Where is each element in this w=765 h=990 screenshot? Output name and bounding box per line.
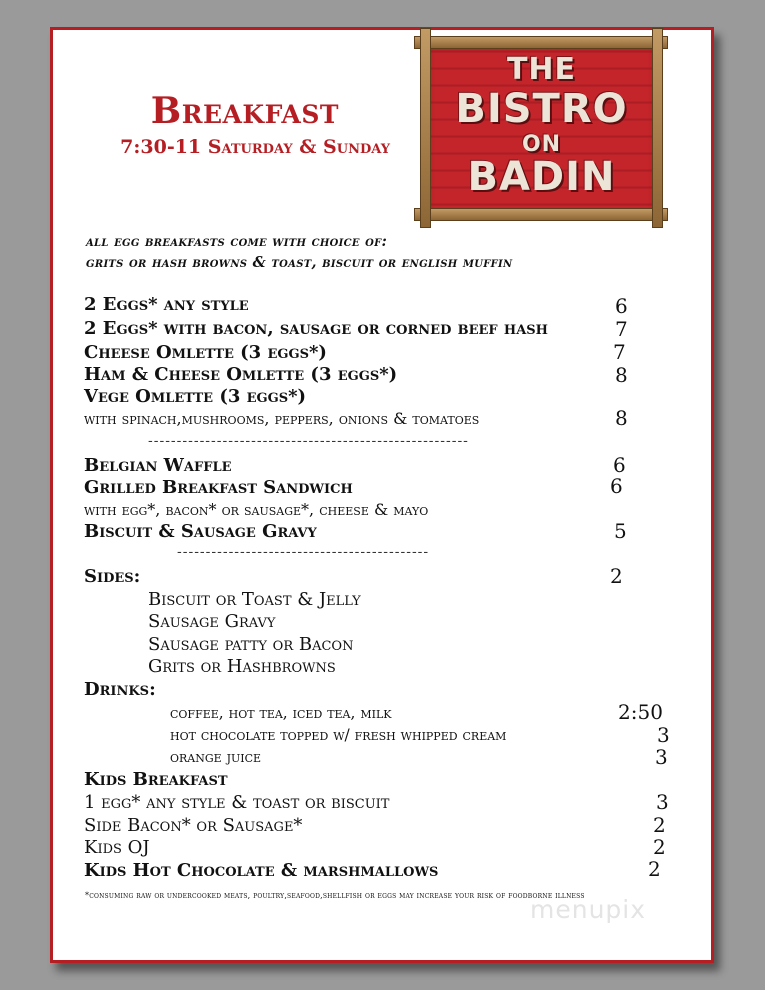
price-2-eggs-any-style: 6 (615, 294, 628, 318)
kids-egg-toast: 1 egg* any style & toast or biscuit (84, 792, 390, 813)
item-2-eggs-with-meat: 2 Eggs* with bacon, sausage or corned beef hash (84, 318, 548, 339)
side-grits-hashbrowns: Grits or Hashbrowns (148, 656, 336, 677)
sign-bottom-plank (414, 208, 668, 221)
price-kids-egg-toast: 3 (656, 790, 669, 814)
side-biscuit-toast: Biscuit or Toast & Jelly (148, 589, 361, 610)
item-belgian-waffle: Belgian Waffle (84, 455, 232, 476)
item-sandwich-desc: with egg*, bacon* or sausage*, cheese & mayo (84, 500, 429, 519)
price-cheese-omlette: 7 (613, 340, 626, 364)
price-vege-omlette: 8 (615, 406, 628, 430)
price-kids-oj: 2 (653, 835, 666, 859)
bistro-logo-sign (414, 28, 666, 228)
divider-2: -------------------------------------------- (177, 544, 430, 560)
menu-title: Breakfast (150, 90, 339, 132)
food-safety-footnote: *consuming raw or undercooked meats, poultry,seafood,shellfish or eggs may increase your risk of foodborne illness (85, 891, 585, 900)
drink-orange-juice: orange juice (170, 748, 262, 766)
kids-side-bacon-sausage: Side Bacon* or Sausage* (84, 815, 303, 836)
price-belgian-waffle: 6 (613, 453, 626, 477)
drinks-heading: Drinks: (84, 679, 156, 700)
item-2-eggs-any-style: 2 Eggs* any style (84, 294, 249, 315)
egg-choice-note-line1: all egg breakfasts come with choice of: (86, 233, 388, 250)
sign-line-the: THE (506, 52, 577, 87)
watermark: menupix (530, 895, 647, 924)
sides-heading: Sides: (84, 566, 141, 587)
item-cheese-omlette: Cheese Omlette (3 eggs*) (84, 342, 327, 363)
price-ham-cheese-omlette: 8 (615, 363, 628, 387)
item-vege-omlette-desc: with spinach,mushrooms, peppers, onions & tomatoes (84, 409, 480, 428)
kids-oj: Kids OJ (84, 837, 150, 858)
egg-choice-note-line2: grits or hash browns & toast, biscuit or english muffin (86, 254, 513, 271)
price-kids-hot-chocolate: 2 (648, 857, 661, 881)
item-biscuit-sausage-gravy: Biscuit & Sausage Gravy (84, 521, 317, 542)
sign-line-on: ON (521, 132, 562, 157)
drink-coffee-tea-milk: coffee, hot tea, iced tea, milk (170, 704, 392, 722)
kids-heading: Kids Breakfast (84, 769, 228, 790)
price-kids-side-bacon: 2 (653, 813, 666, 837)
menu-hours: 7:30-11 Saturday & Sunday (120, 136, 390, 158)
price-coffee-tea-milk: 2:50 (618, 700, 663, 724)
price-2-eggs-with-meat: 7 (615, 317, 628, 341)
item-vege-omlette: Vege Omlette (3 eggs*) (84, 386, 307, 407)
item-ham-cheese-omlette: Ham & Cheese Omlette (3 eggs*) (84, 364, 398, 385)
sign-line-badin: BADIN (467, 154, 616, 200)
drink-hot-chocolate: hot chocolate topped w/ fresh whipped cream (170, 726, 507, 744)
kids-hot-chocolate: Kids Hot Chocolate & marshmallows (84, 860, 439, 881)
side-sausage-bacon: Sausage patty or Bacon (148, 634, 354, 655)
price-grilled-breakfast-sandwich: 6 (610, 474, 623, 498)
sides-price: 2 (610, 564, 623, 588)
sign-line-bistro: BISTRO (455, 86, 628, 132)
side-sausage-gravy: Sausage Gravy (148, 611, 276, 632)
price-hot-chocolate: 3 (657, 723, 670, 747)
divider-1: -------------------------------------------------------- (148, 433, 469, 449)
item-grilled-breakfast-sandwich: Grilled Breakfast Sandwich (84, 477, 353, 498)
price-biscuit-sausage-gravy: 5 (614, 519, 627, 543)
price-orange-juice: 3 (655, 745, 668, 769)
sign-top-plank (414, 36, 668, 49)
